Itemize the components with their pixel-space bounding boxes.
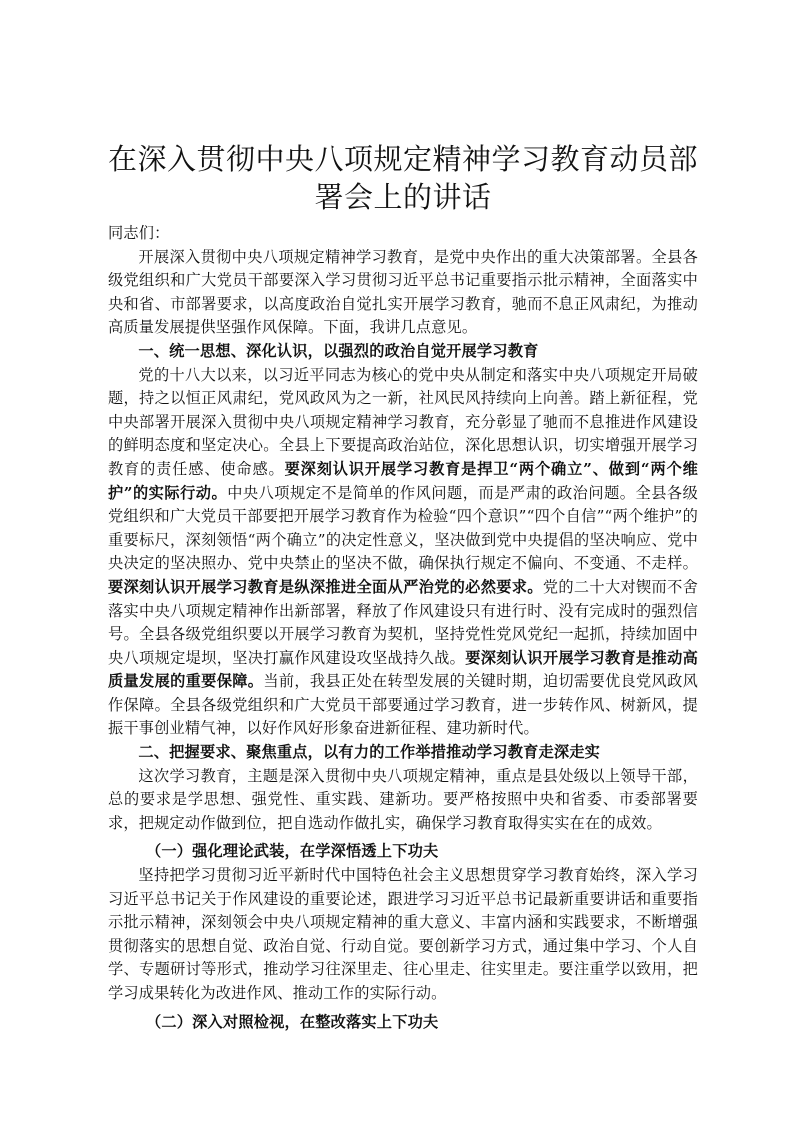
document-page bbox=[108, 140, 698, 1034]
title-line-2: 署会上的讲话 bbox=[314, 180, 492, 214]
section-1-text-e: 党的二十大对锲而不舍落实中央八项规定精神作出新部署，释放了作风建设只有进行时、没有完成时的强烈信号。全县各级党组织要以开展学习教育为契机，坚持党性党风党纪一起抓，持续加固中央八项规定堤坝，坚决打赢作风建设攻坚战持久战。 bbox=[108, 577, 698, 667]
section-1-text-a: 党的十八大以来，以习近平同志为核心的党中央从制定和落实中央八项规定开局破题，持之以恒正风肃纪，党风政风为之一新，社风民风持续向上向善。踏上新征程，党中央部署开展深入贯彻中央八项规定精神学习教育，充分彰显了驰而不息推进作风建设的鲜明态度和坚定决心。全县上下要提高政治站位，深化思想认识，切实增强开展学习教育的责任感、使命感。 bbox=[108, 365, 698, 478]
salutation: 同志们： bbox=[108, 224, 170, 242]
subsection-1-paragraph: 坚持把学习贯彻习近平新时代中国特色社会主义思想贯穿学习教育始终，深入学习习近平总书记关于作风建设的重要论述，跟进学习习近平总书记最新重要讲话和重要指示批示精神，深刻领会中央八项规定精神的重大意义、丰富内涵和实践要求，不断增强贯彻落实的思想自觉、政治自觉、行动自觉。要创新学习方式，通过集中学习、个人自学、专题研讨等形式，推动学习往深里走、往心里走、往实里走。要注重学以致用，把学习成果转化为改进作风、推动工作的实际行动。 bbox=[108, 866, 698, 1002]
section-2-heading: 二、把握要求、聚焦重点，以有力的工作举措推动学习教育走深走实 bbox=[138, 743, 601, 762]
subsection-2-heading: （二）深入对照检视，在整改落实上下功夫 bbox=[146, 1012, 439, 1031]
section-1-heading: 一、统一思想、深化认识，以强烈的政治自觉开展学习教育 bbox=[138, 341, 539, 360]
document-title bbox=[108, 140, 698, 216]
section-2-paragraph: 这次学习教育，主题是深入贯彻中央八项规定精神，重点是县处级以上领导干部，总的要求是学思想、强党性、重实践、建新功。要严格按照中央和省委、市委部署要求，把规定动作做到位，把自选动作做扎实，确保学习教育取得实实在在的成效。 bbox=[108, 766, 698, 832]
section-1-paragraph bbox=[108, 364, 698, 742]
section-1-emphasis-2: 要深刻认识开展学习教育是纵深推进全面从严治党的必然要求。 bbox=[108, 577, 543, 596]
section-1-text-c: 中央八项规定不是简单的作风问题，而是严肃的政治问题。全县各级党组织和广大党员干部要把开展学习教育作为检验“四个意识”“四个自信”“两个维护”的重要标尺，深刻领悟“两个确立”的决定性意义，坚决做到党中央提倡的坚决响应、党中央决定的坚决照办、党中央禁止的坚决不做，确保执行规定不偏向、不变通、不走样。 bbox=[108, 483, 698, 573]
title-line-1: 在深入贯彻中央八项规定精神学习教育动员部 bbox=[108, 142, 699, 176]
section-1-emphasis-1: 要深刻认识开展学习教育是捍卫“两个确立”、做到“两个维护”的实际行动。 bbox=[108, 459, 699, 502]
section-1-emphasis-3: 要深刻认识开展学习教育是推动高质量发展的重要保障。 bbox=[108, 648, 698, 691]
section-1-text-g: 当前，我县正处在转型发展的关键时期，迫切需要优良党风政风作保障。全县各级党组织和广大党员干部要通过学习教育，进一步转作风、树新风，提振干事创业精气神，以好作风好形象奋进新征程、建功新时代。 bbox=[108, 672, 699, 738]
intro-paragraph: 开展深入贯彻中央八项规定精神学习教育，是党中央作出的重大决策部署。全县各级党组织和广大党员干部要深入学习贯彻习近平总书记重要指示批示精神，全面落实中央和省、市部署要求，以高度政治自觉扎实开展学习教育，驰而不息正风肃纪，为推动高质量发展提供坚强作风保障。下面，我讲几点意见。 bbox=[108, 247, 698, 337]
subsection-1-heading: （一）强化理论武装，在学深悟透上下功夫 bbox=[146, 842, 439, 861]
